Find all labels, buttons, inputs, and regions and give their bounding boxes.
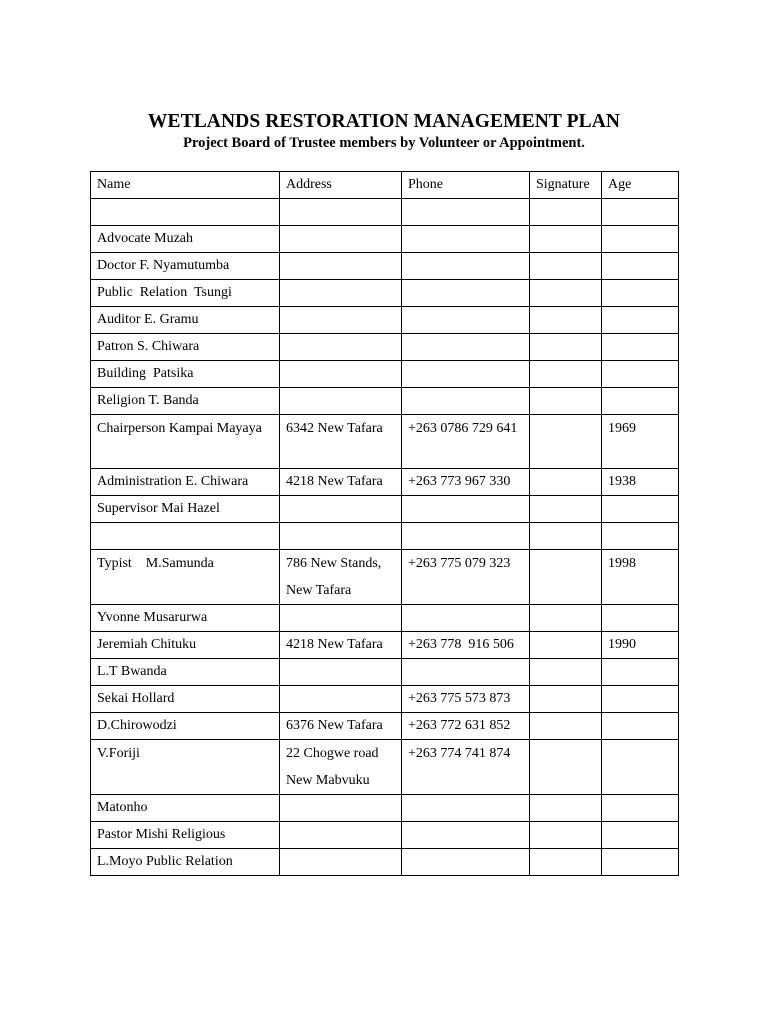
cell-phone <box>402 822 530 849</box>
cell-address <box>280 523 402 550</box>
table-row <box>91 280 679 307</box>
cell-address <box>280 307 402 334</box>
header-phone: Phone <box>402 172 530 199</box>
table-row <box>91 199 679 226</box>
cell-address <box>280 686 402 713</box>
cell-age <box>602 280 679 307</box>
cell-phone <box>402 253 530 280</box>
cell-address <box>280 388 402 415</box>
cell-phone <box>402 849 530 876</box>
cell-signature <box>530 280 602 307</box>
cell-signature <box>530 226 602 253</box>
cell-name: Doctor F. Nyamutumba <box>91 253 280 280</box>
cell-age <box>602 795 679 822</box>
cell-address <box>280 361 402 388</box>
table-row <box>91 307 679 334</box>
cell-signature <box>530 632 602 659</box>
cell-age <box>602 659 679 686</box>
cell-signature <box>530 740 602 795</box>
cell-address <box>280 795 402 822</box>
table-row <box>91 388 679 415</box>
table-row <box>91 713 679 740</box>
cell-name: D.Chirowodzi <box>91 713 280 740</box>
cell-signature <box>530 523 602 550</box>
cell-phone: +263 772 631 852 <box>402 713 530 740</box>
header-address: Address <box>280 172 402 199</box>
cell-signature <box>530 361 602 388</box>
cell-signature <box>530 469 602 496</box>
cell-age <box>602 713 679 740</box>
cell-name: Chairperson Kampai Mayaya <box>91 415 280 469</box>
cell-signature <box>530 822 602 849</box>
cell-address <box>280 199 402 226</box>
cell-age <box>602 849 679 876</box>
table-row <box>91 253 679 280</box>
table-row <box>91 550 679 605</box>
table-row <box>91 415 679 469</box>
cell-age <box>602 199 679 226</box>
table-row <box>91 632 679 659</box>
cell-address <box>280 334 402 361</box>
cell-phone: +263 774 741 874 <box>402 740 530 795</box>
cell-age <box>602 253 679 280</box>
cell-name <box>91 199 280 226</box>
cell-name: V.Foriji <box>91 740 280 795</box>
cell-address: 6376 New Tafara <box>280 713 402 740</box>
cell-phone: +263 0786 729 641 <box>402 415 530 469</box>
cell-signature <box>530 849 602 876</box>
header-signature: Signature <box>530 172 602 199</box>
cell-phone: +263 773 967 330 <box>402 469 530 496</box>
cell-address <box>280 849 402 876</box>
cell-phone: +263 778 916 506 <box>402 632 530 659</box>
cell-age <box>602 686 679 713</box>
cell-address <box>280 659 402 686</box>
cell-address <box>280 822 402 849</box>
cell-address <box>280 253 402 280</box>
table-row <box>91 334 679 361</box>
cell-phone <box>402 496 530 523</box>
cell-phone <box>402 307 530 334</box>
cell-signature <box>530 659 602 686</box>
cell-signature <box>530 795 602 822</box>
cell-phone <box>402 605 530 632</box>
cell-name: Supervisor Mai Hazel <box>91 496 280 523</box>
cell-phone <box>402 659 530 686</box>
cell-signature <box>530 307 602 334</box>
cell-name <box>91 523 280 550</box>
cell-name: Jeremiah Chituku <box>91 632 280 659</box>
cell-age <box>602 388 679 415</box>
cell-phone: +263 775 573 873 <box>402 686 530 713</box>
cell-address: 6342 New Tafara <box>280 415 402 469</box>
cell-name: Sekai Hollard <box>91 686 280 713</box>
cell-name: L.T Bwanda <box>91 659 280 686</box>
header-name: Name <box>91 172 280 199</box>
table-row <box>91 849 679 876</box>
cell-phone <box>402 280 530 307</box>
cell-address <box>280 496 402 523</box>
cell-age <box>602 740 679 795</box>
table-body <box>91 199 679 876</box>
cell-name: Building Patsika <box>91 361 280 388</box>
cell-address: 4218 New Tafara <box>280 469 402 496</box>
cell-address <box>280 280 402 307</box>
cell-address: 22 Chogwe road New Mabvuku <box>280 740 402 795</box>
cell-age: 1969 <box>602 415 679 469</box>
cell-signature <box>530 605 602 632</box>
table-row <box>91 496 679 523</box>
cell-name: Patron S. Chiwara <box>91 334 280 361</box>
table-row <box>91 523 679 550</box>
cell-age: 1998 <box>602 550 679 605</box>
table-row <box>91 795 679 822</box>
cell-phone <box>402 795 530 822</box>
cell-age <box>602 822 679 849</box>
cell-phone <box>402 199 530 226</box>
trustee-table <box>90 171 679 876</box>
cell-signature <box>530 253 602 280</box>
cell-age <box>602 334 679 361</box>
cell-signature <box>530 199 602 226</box>
cell-name: Administration E. Chiwara <box>91 469 280 496</box>
cell-signature <box>530 415 602 469</box>
table-row <box>91 659 679 686</box>
cell-age <box>602 496 679 523</box>
table-row <box>91 740 679 795</box>
cell-address: 4218 New Tafara <box>280 632 402 659</box>
cell-name: Typist M.Samunda <box>91 550 280 605</box>
cell-age <box>602 307 679 334</box>
cell-name: Yvonne Musarurwa <box>91 605 280 632</box>
cell-signature <box>530 334 602 361</box>
table-header-row <box>91 172 679 199</box>
cell-address <box>280 605 402 632</box>
cell-phone <box>402 523 530 550</box>
cell-name: Matonho <box>91 795 280 822</box>
cell-signature <box>530 713 602 740</box>
cell-phone <box>402 226 530 253</box>
table-row <box>91 605 679 632</box>
cell-name: Advocate Muzah <box>91 226 280 253</box>
cell-age: 1938 <box>602 469 679 496</box>
cell-name: Public Relation Tsungi <box>91 280 280 307</box>
cell-phone: +263 775 079 323 <box>402 550 530 605</box>
cell-age <box>602 523 679 550</box>
cell-name: Pastor Mishi Religious <box>91 822 280 849</box>
table-row <box>91 361 679 388</box>
table-row <box>91 686 679 713</box>
cell-age <box>602 361 679 388</box>
cell-phone <box>402 388 530 415</box>
cell-name: Auditor E. Gramu <box>91 307 280 334</box>
document-title: WETLANDS RESTORATION MANAGEMENT PLAN <box>147 111 621 132</box>
table-row <box>91 469 679 496</box>
cell-age <box>602 605 679 632</box>
cell-signature <box>530 686 602 713</box>
cell-phone <box>402 334 530 361</box>
cell-address: 786 New Stands, New Tafara <box>280 550 402 605</box>
table-row <box>91 822 679 849</box>
cell-name: L.Moyo Public Relation <box>91 849 280 876</box>
table-row <box>91 226 679 253</box>
cell-age: 1990 <box>602 632 679 659</box>
cell-address <box>280 226 402 253</box>
cell-name: Religion T. Banda <box>91 388 280 415</box>
cell-signature <box>530 388 602 415</box>
document-subtitle: Project Board of Trustee members by Volunteer or Appointment. <box>183 135 585 151</box>
cell-signature <box>530 496 602 523</box>
header-age: Age <box>602 172 679 199</box>
cell-signature <box>530 550 602 605</box>
cell-phone <box>402 361 530 388</box>
cell-age <box>602 226 679 253</box>
